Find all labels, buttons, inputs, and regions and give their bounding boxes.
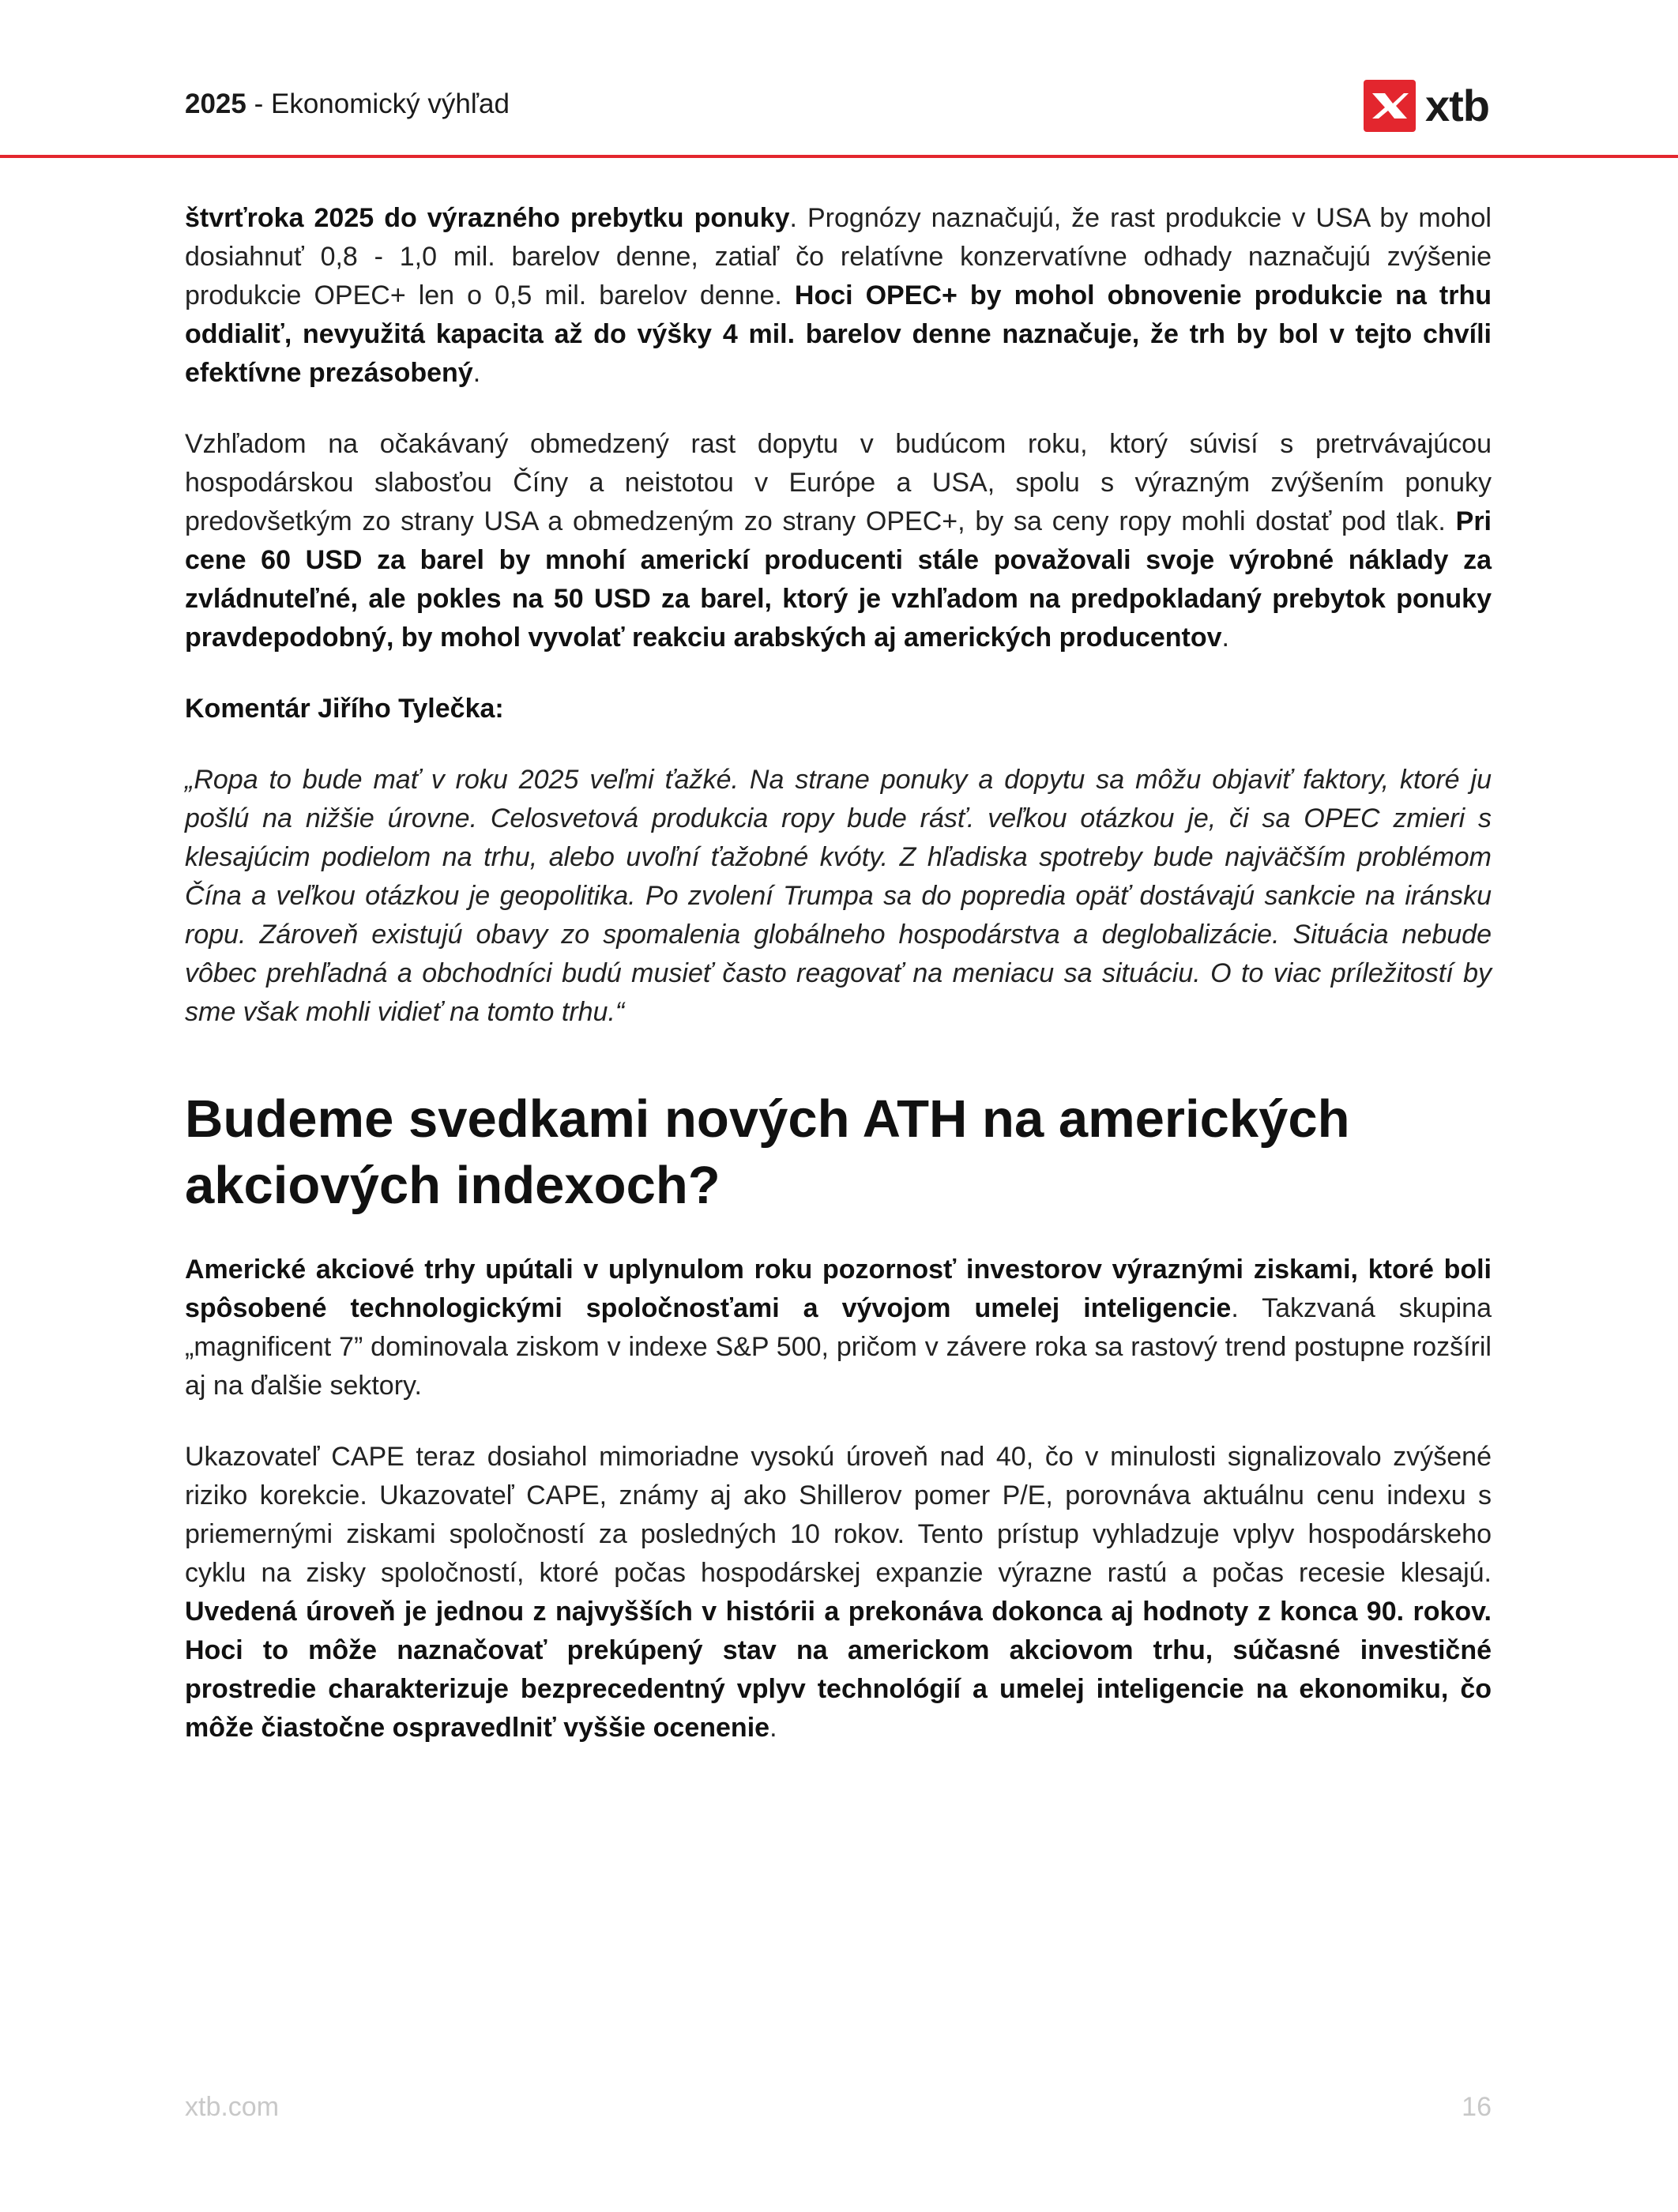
footer-site: xtb.com (185, 2092, 280, 2122)
text-run: Ukazovateľ CAPE teraz dosiahol mimoriadne vysokú úroveň nad 40, čo v minulosti signalizovalo zvýšené riziko korekcie. Ukazovateľ CAPE, známy aj ako Shillerov pomer P/E, porovnáva aktuálnu cenu indexu s priemernými ziskami spoločností za posledných 10 rokov. Tento prístup vyhladzuje vplyv hospodárskeho cyklu na zisky spoločností, ktoré počas hospodárskej expanzie výrazne rastú a počas recesie klesajú. (185, 1442, 1492, 1588)
text-run: . (1221, 623, 1229, 653)
page-number: 16 (1462, 2092, 1492, 2122)
text-run: . Prognózy naznačujú, že rast produkcie v USA by mohol dosiahnuť 0,8 - 1,0 mil. barelov denne, zatiaľ čo relatívne konzervatívne odhady naznačujú zvýšenie produkcie OPEC+ len o 0,5 mil. barelov denne. (185, 203, 1492, 310)
xtb-x-mark-icon (1369, 90, 1410, 122)
bold-text-run: Uvedená úroveň je jednou z najvyšších v histórii a prekonáva dokonca aj hodnoty z konca 90. rokov. Hoci to môže naznačovať prekúpený stav na americkom akciovom trhu, súčasné investičné prostredie charakterizuje bezprecedentný vplyv technológií a umelej inteligencie na ekonomiku, čo môže čiastočne ospravedlniť vyššie ocenenie (185, 1597, 1492, 1743)
document-year: 2025 (185, 88, 246, 119)
bold-text-run: Americké akciové trhy upútali v uplynulom roku pozornosť investorov výraznými ziskami, ktoré boli spôsobené technologickými spoločnosťami a vývojom umelej inteligencie (185, 1255, 1492, 1323)
text-run: . (472, 358, 481, 388)
logo-text: xtb (1425, 81, 1489, 130)
paragraph-oil-prices (185, 425, 1492, 657)
paragraph-cape (185, 1438, 1492, 1747)
comment-label: Komentár Jiřího Tylečka: (185, 694, 504, 724)
text-run: Vzhľadom na očakávaný obmedzený rast dopytu v budúcom roku, ktorý súvisí s pretrvávajúcou hospodárskou slabosťou Číny a neistotou v Európe a USA, spolu s výrazným zvýšením ponuky predovšetkým zo strany USA a obmedzeným zo strany OPEC+, by sa ceny ropy mohli dostať pod tlak. (185, 429, 1492, 536)
document-title-text: - Ekonomický výhľad (246, 88, 510, 119)
page-header (0, 0, 1678, 158)
comment-quote: „Ropa to bude mať v roku 2025 veľmi ťažké. Na strane ponuky a dopytu sa môžu objaviť faktory, ktoré ju pošlú na nižšie úrovne. Celosvetová produkcia ropy bude rásť. veľkou otázkou je, či sa OPEC zmieri s klesajúcim podielom na trhu, alebo uvoľní ťažobné kvóty. Z hľadiska spotreby bude najväčším problémom Čína a veľkou otázkou je geopolitika. Po zvolení Trumpa sa do popredia opäť dostávajú sankcie na iránsku ropu. Zároveň existujú obavy zo spomalenia globálneho hospodárstva a deglobalizácie. Situácia nebude vôbec prehľadná a obchodníci budú musieť často reagovať na meniacu sa situáciu. O to viac príležitostí by sme však mohli vidieť na tomto trhu.“ (185, 765, 1492, 1027)
bold-text-run: Pri cene 60 USD za barel by mnohí americkí producenti stále považovali svoje výrobné náklady za zvládnuteľné, ale pokles na 50 USD za barel, ktorý je vzhľadom na predpokladaný prebytok ponuky pravdepodobný, by mohol vyvolať reakciu arabských aj amerických producentov (185, 506, 1492, 653)
text-run: . Takzvaná skupina „magnificent 7” dominovala ziskom v indexe S&P 500, pričom v závere roka sa rastový trend postupne rozšíril aj na ďalšie sektory. (185, 1293, 1492, 1401)
bold-text-run: Hoci OPEC+ by mohol obnovenie produkcie na trhu oddialiť, nevyužitá kapacita až do výšky 4 mil. barelov denne naznačuje, že trh by bol v tejto chvíli efektívne prezásobený (185, 280, 1492, 388)
article-body (185, 199, 1492, 1780)
paragraph-oil-supply (185, 199, 1492, 393)
text-run: . (769, 1713, 777, 1743)
document-title (185, 88, 510, 120)
xtb-logo (1364, 79, 1489, 133)
paragraph-us-markets (185, 1251, 1492, 1405)
section-heading: Budeme svedkami nových ATH na amerických akciových indexoch? (185, 1089, 1350, 1215)
xtb-logo-icon (1364, 80, 1416, 132)
bold-text-run: štvrťroka 2025 do výrazného prebytku ponuky (185, 203, 790, 233)
